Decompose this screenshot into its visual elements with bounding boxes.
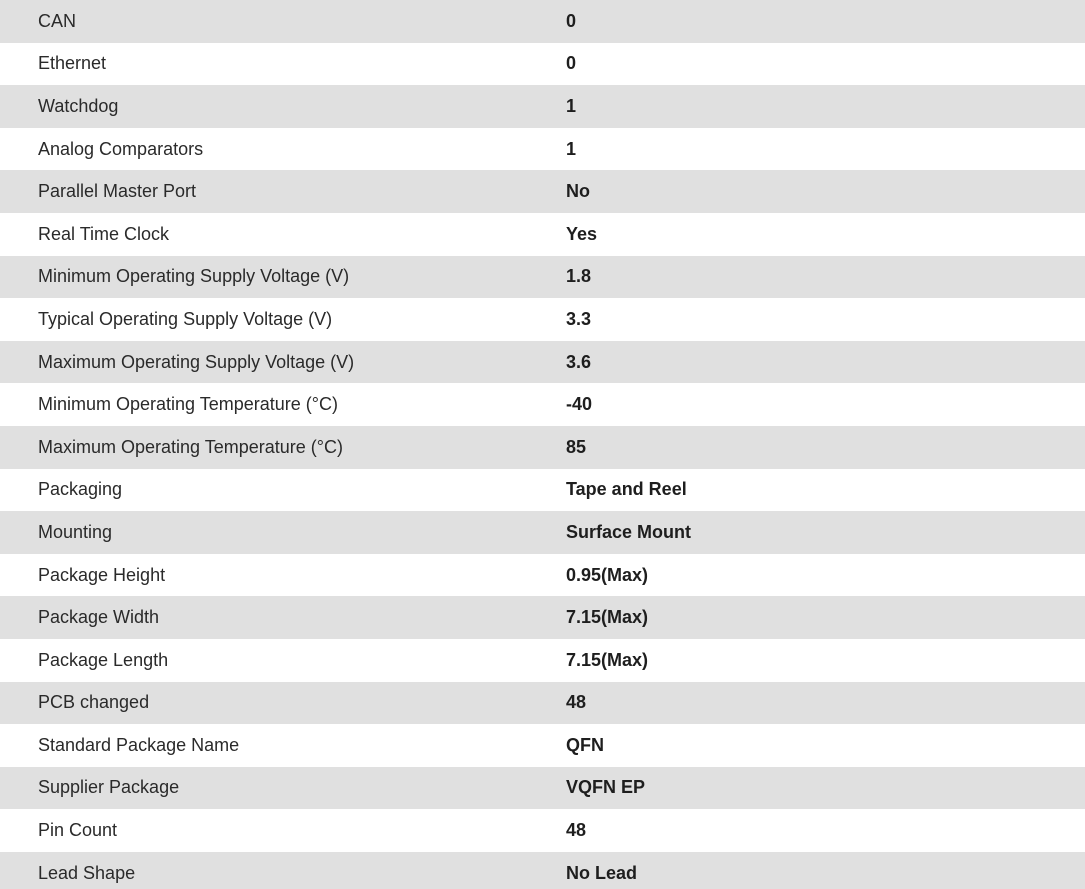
spec-label: Mounting [38, 521, 113, 542]
spec-value: 1 [566, 95, 577, 116]
spec-label: Package Height [38, 564, 166, 585]
spec-value: 7.15(Max) [566, 607, 649, 628]
spec-row [0, 469, 1085, 512]
spec-row [0, 128, 1085, 171]
spec-row [0, 852, 1085, 889]
spec-label: Minimum Operating Supply Voltage (V) [38, 266, 350, 287]
spec-value: 1 [566, 138, 577, 159]
spec-label: Maximum Operating Temperature (°C) [38, 436, 343, 457]
spec-label: Packaging [38, 479, 123, 500]
spec-value: Surface Mount [566, 521, 692, 542]
spec-row [0, 724, 1085, 767]
spec-row [0, 256, 1085, 299]
spec-row [0, 170, 1085, 213]
spec-value: 48 [566, 820, 587, 841]
spec-row [0, 0, 1085, 43]
spec-row [0, 43, 1085, 86]
spec-value: 3.6 [566, 351, 592, 372]
spec-row [0, 298, 1085, 341]
spec-row [0, 341, 1085, 384]
spec-row [0, 596, 1085, 639]
spec-label: Real Time Clock [38, 223, 170, 244]
spec-label: Ethernet [38, 53, 107, 74]
spec-label: Lead Shape [38, 862, 136, 883]
spec-label: Package Width [38, 607, 160, 628]
spec-row [0, 767, 1085, 810]
spec-row [0, 85, 1085, 128]
spec-label: Maximum Operating Supply Voltage (V) [38, 351, 355, 372]
spec-value: 0 [566, 53, 577, 74]
spec-label: Standard Package Name [38, 734, 240, 755]
spec-row [0, 213, 1085, 256]
spec-row [0, 809, 1085, 852]
spec-row [0, 511, 1085, 554]
spec-label: Parallel Master Port [38, 181, 197, 202]
spec-label: Watchdog [38, 95, 119, 116]
spec-value: 1.8 [566, 266, 592, 287]
spec-label: CAN [38, 10, 77, 31]
spec-value: Yes [566, 223, 598, 244]
spec-label: Pin Count [38, 820, 118, 841]
spec-label: Typical Operating Supply Voltage (V) [38, 308, 333, 329]
spec-value: Tape and Reel [566, 479, 687, 500]
spec-value: 7.15(Max) [566, 649, 649, 670]
spec-value: 85 [566, 436, 587, 457]
spec-value: No [566, 181, 590, 202]
spec-row [0, 383, 1085, 426]
spec-row [0, 554, 1085, 597]
spec-value: No Lead [566, 862, 638, 883]
spec-label: Supplier Package [38, 777, 180, 798]
spec-label: Package Length [38, 649, 169, 670]
spec-label: PCB changed [38, 692, 150, 713]
spec-row [0, 639, 1085, 682]
spec-value: VQFN EP [566, 777, 646, 798]
spec-label: Analog Comparators [38, 138, 204, 159]
spec-label: Minimum Operating Temperature (°C) [38, 394, 338, 415]
spec-value: 0.95(Max) [566, 564, 649, 585]
spec-value: 48 [566, 692, 587, 713]
spec-value: QFN [566, 734, 604, 755]
spec-value: -40 [566, 394, 593, 415]
spec-row [0, 426, 1085, 469]
spec-value: 0 [566, 10, 577, 31]
spec-value: 3.3 [566, 308, 592, 329]
spec-row [0, 682, 1085, 725]
